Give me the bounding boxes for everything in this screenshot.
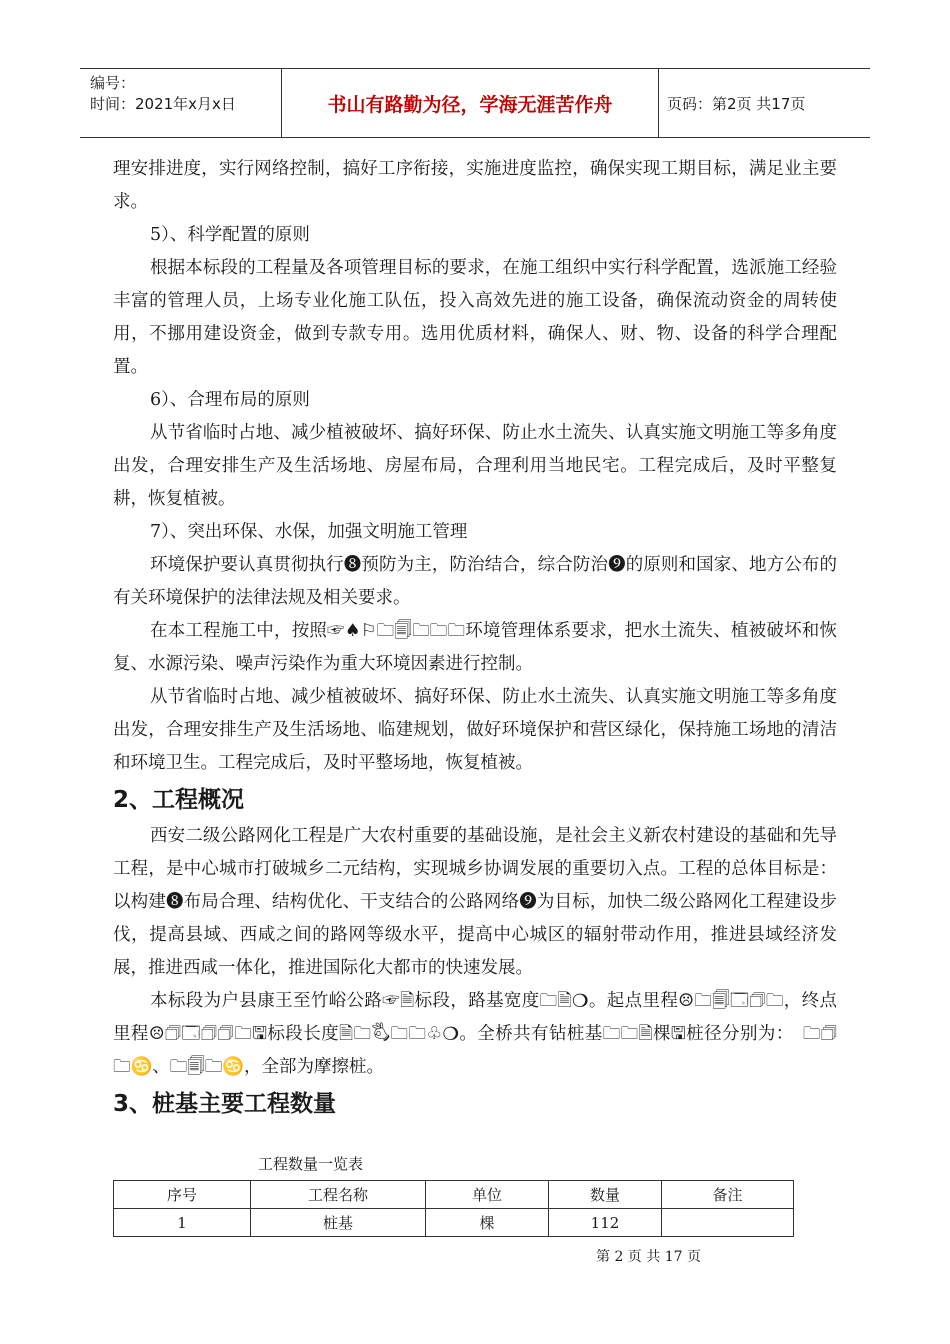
page-header xyxy=(80,68,870,138)
table-cell: 桩基 xyxy=(251,1209,426,1237)
paragraph: 环境保护要认真贯彻执行❽预防为主，防治结合，综合防治❾的原则和国家、地方公布的有关环境保护的法律法规及相关要求。 xyxy=(113,555,837,608)
table-cell: 112 xyxy=(549,1209,662,1237)
table-header-row xyxy=(114,1181,794,1209)
paragraph: 根据本标段的工程量及各项管理目标的要求，在施工组织中实行科学配置，选派施工经验丰富的管理人员，上场专业化施工队伍，投入高效先进的施工设备，确保流动资金的周转使用，不挪用建设资金，做到专款专用。选用优质材料，确保人、财、物、设备的科学合理配置。 xyxy=(113,258,837,377)
header-cell: 工程名称 xyxy=(251,1181,426,1209)
header-meta xyxy=(80,69,282,137)
paragraph: 理安排进度，实行网络控制，搞好工序衔接，实施进度监控，确保实现工期目标，满足业主要求。 xyxy=(113,159,837,212)
table-cell xyxy=(662,1209,794,1237)
table-caption: 工程数量一览表 xyxy=(258,1155,364,1173)
paragraph: 西安二级公路网化工程是广大农村重要的基础设施，是社会主义新农村建设的基础和先导工程，是中心城市打破城乡二元结构，实现城乡协调发展的重要切入点。工程的总体目标是：以构建❽布局合理、结构优化、干支结合的公路网络❾为目标，加快二级公路网化工程建设步伐，提高县域、西咸之间的路网等级水平，提高中心城区的辐射带动作用，推进县域经济发展，推进西咸一体化，推进国际化大都市的快速发展。 xyxy=(113,826,837,978)
paragraph: 本标段为户县康王至竹峪公路☞🗎标段，路基宽度🗀🗎❍。起点里程☹🗀🗐🗔🗇🗀，终点里程☹🗇🗔🗇🗇🗀🖫标段长度🗎🗀🖏🗀🗀♧❍。全桥共有钻桩基🗀🗀🗎棵🖫桩径分别为： 🗀🗇🗀♋、🗀🗐🗀♋，全部为摩擦桩。 xyxy=(113,991,837,1077)
header-cell: 备注 xyxy=(662,1181,794,1209)
paragraph: 在本工程施工中，按照☞♠⚐🗀🗐🗀🗀🗀环境管理体系要求，把水土流失、植被破坏和恢复、水源污染、噪声污染作为重大环境因素进行控制。 xyxy=(113,621,837,674)
number-label: 编号： xyxy=(90,74,136,92)
paragraph: 5）、科学配置的原则 xyxy=(150,225,310,245)
header-cell: 数量 xyxy=(549,1181,662,1209)
quantity-table xyxy=(113,1180,794,1237)
header-cell: 单位 xyxy=(426,1181,549,1209)
table-cell: 棵 xyxy=(426,1209,549,1237)
time-label: 时间：2021年x月x日 xyxy=(90,95,236,113)
paragraph: 6）、合理布局的原则 xyxy=(150,390,310,410)
table-cell: 1 xyxy=(114,1209,251,1237)
header-cell: 序号 xyxy=(114,1181,251,1209)
page-footer: 第 2 页 共 17 页 xyxy=(596,1249,701,1265)
header-page-info: 页码：第2页 共17页 xyxy=(667,94,806,113)
header-motto: 书山有路勤为径，学海无涯苦作舟 xyxy=(282,69,659,137)
section-heading: 3、桩基主要工程数量 xyxy=(113,1091,337,1117)
section-heading: 2、工程概况 xyxy=(113,787,245,813)
paragraph: 从节省临时占地、减少植被破坏、搞好环保、防止水土流失、认真实施文明施工等多角度出发，合理安排生产及生活场地、房屋布局，合理利用当地民宅。工程完成后，及时平整复耕，恢复植被。 xyxy=(113,423,837,509)
body-content xyxy=(113,153,837,1124)
table-row xyxy=(114,1209,794,1237)
paragraph: 从节省临时占地、减少植被破坏、搞好环保、防止水土流失、认真实施文明施工等多角度出发，合理安排生产及生活场地、临建规划，做好环境保护和营区绿化，保持施工场地的清洁和环境卫生。工程完成后，及时平整场地，恢复植被。 xyxy=(113,687,837,773)
paragraph: 7）、突出环保、水保，加强文明施工管理 xyxy=(150,522,468,542)
